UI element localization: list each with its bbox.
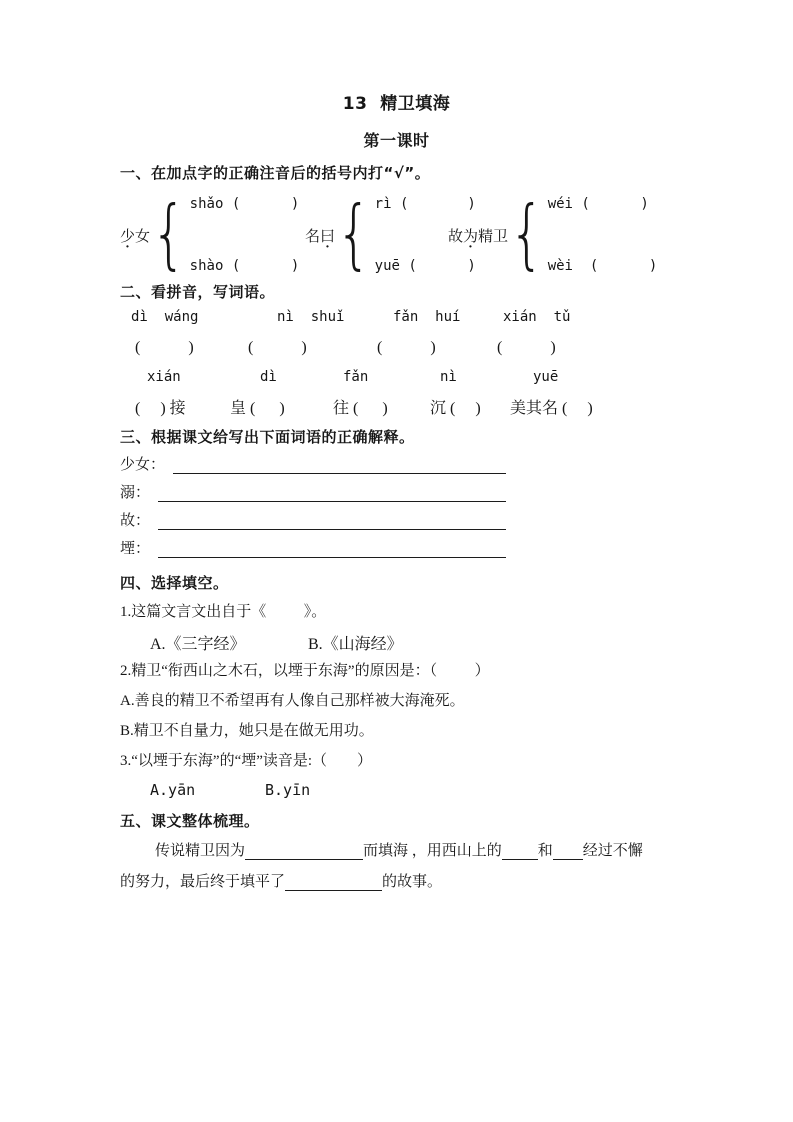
summary-text: 的故事。 xyxy=(382,874,443,890)
definition-blank-line xyxy=(158,510,506,530)
answer-bracket: ( ) xyxy=(497,339,556,356)
brace-icon: { xyxy=(509,190,545,279)
brace-icon: { xyxy=(336,190,372,279)
option-b: B.《山海经》 xyxy=(308,636,403,653)
pinyin-option: shào ( ) xyxy=(189,258,300,274)
dotted-char: 少 xyxy=(120,228,136,245)
pinyin-row-2 xyxy=(0,369,793,393)
pinyin-item: xián tǔ xyxy=(503,309,571,325)
definition-row xyxy=(120,508,506,530)
summary-text: 的努力，最后终于填平了 xyxy=(120,874,286,890)
pinyin-choice-group-guweijingwei xyxy=(448,190,658,279)
pinyin-option: yuē ( ) xyxy=(374,258,476,274)
definition-row xyxy=(120,452,506,474)
pinyin-option: wéi ( ) xyxy=(547,196,649,212)
definition-term: 堙： xyxy=(120,541,151,557)
fill-blank xyxy=(285,873,382,891)
question-2: 2.精卫“衔西山之木石，以堙于东海”的原因是：（ ） xyxy=(120,663,490,679)
answer-brackets-row xyxy=(0,339,793,363)
section3-heading: 三、根据课文给写出下面词语的正确解释。 xyxy=(120,428,415,446)
dotted-char: 为 xyxy=(463,228,479,245)
word-fill-item: 皇 ( ) xyxy=(230,400,285,417)
brace-icon: { xyxy=(151,190,187,279)
summary-text: 和 xyxy=(537,843,553,859)
option-a: A.《三字经》 xyxy=(150,636,246,653)
page-subtitle: 第一课时 xyxy=(363,131,430,150)
answer-bracket: ( ) xyxy=(377,339,436,356)
option-a: A.yān xyxy=(150,781,196,799)
section4-heading: 四、选择填空。 xyxy=(120,574,229,592)
word-fill-item: 往 ( ) xyxy=(333,400,388,417)
definition-row xyxy=(120,536,506,558)
page-title: 13 精卫填海 xyxy=(342,94,451,114)
word-part: 女 xyxy=(135,228,151,245)
pinyin-item: fǎn xyxy=(343,369,369,385)
option-column xyxy=(548,194,658,276)
question-2-option-a: A.善良的精卫不希望再有人像自己那样被大海淹死。 xyxy=(120,693,465,709)
definition-term: 溺： xyxy=(120,485,151,501)
summary-text: 而填海 ，用西山上的 xyxy=(363,843,502,859)
word-fill-item: 美其名 ( ) xyxy=(510,400,593,417)
pinyin-item: nì xyxy=(440,369,457,385)
answer-bracket: ( ) xyxy=(135,339,194,356)
pinyin-item: nì shuǐ xyxy=(277,309,345,325)
pinyin-option: wèi ( ) xyxy=(547,258,658,274)
question-1-options xyxy=(0,631,793,655)
question-2-option-b: B.精卫不自量力，她只是在做无用功。 xyxy=(120,723,374,739)
group-word xyxy=(120,225,150,246)
summary-line-1 xyxy=(155,839,643,860)
summary-line-2 xyxy=(120,870,442,891)
group-word xyxy=(448,225,508,246)
pinyin-option: rì ( ) xyxy=(374,196,476,212)
pinyin-item: dì wáng xyxy=(131,309,199,325)
question-3-options xyxy=(0,781,793,805)
word-part: 故 xyxy=(448,228,464,245)
answer-bracket: ( ) xyxy=(248,339,307,356)
word-fill-row xyxy=(0,395,793,419)
definition-blank-line xyxy=(158,538,506,558)
word-part: 名 xyxy=(305,228,321,245)
section5-heading: 五、课文整体梳理。 xyxy=(120,812,260,830)
option-column xyxy=(190,194,300,276)
definition-row xyxy=(120,480,506,502)
word-fill-item: 沉 ( ) xyxy=(430,400,481,417)
pinyin-item: xián xyxy=(147,369,181,385)
question-3: 3.“以堙于东海”的“堙”读音是:（ ） xyxy=(120,753,373,769)
fill-blank xyxy=(502,842,538,860)
pinyin-option: shǎo ( ) xyxy=(189,196,300,212)
section2-heading: 二、看拼音，写词语。 xyxy=(120,283,276,301)
pinyin-row-1 xyxy=(0,309,793,333)
pinyin-choice-group-shaonv xyxy=(120,190,300,279)
summary-text: 经过不懈 xyxy=(582,843,643,859)
section1-heading: 一、在加点字的正确注音后的括号内打“√”。 xyxy=(120,164,431,182)
definition-term: 故： xyxy=(120,513,151,529)
fill-blank xyxy=(245,842,363,860)
definition-blank-line xyxy=(173,454,506,474)
dotted-char: 曰 xyxy=(320,228,336,245)
word-part: 精卫 xyxy=(478,228,509,245)
definition-blank-line xyxy=(158,482,506,502)
group-word xyxy=(305,225,335,246)
definition-term: 少女： xyxy=(120,457,166,473)
fill-blank xyxy=(553,842,583,860)
word-fill-item: ( ) 接 xyxy=(135,400,186,417)
summary-text: 传说精卫因为 xyxy=(155,843,246,859)
pinyin-item: yuē xyxy=(533,369,559,385)
question-1: 1.这篇文言文出自于《 》。 xyxy=(120,604,327,620)
pinyin-item: fǎn huí xyxy=(393,309,461,325)
pinyin-item: dì xyxy=(260,369,277,385)
option-b: B.yīn xyxy=(265,781,311,799)
